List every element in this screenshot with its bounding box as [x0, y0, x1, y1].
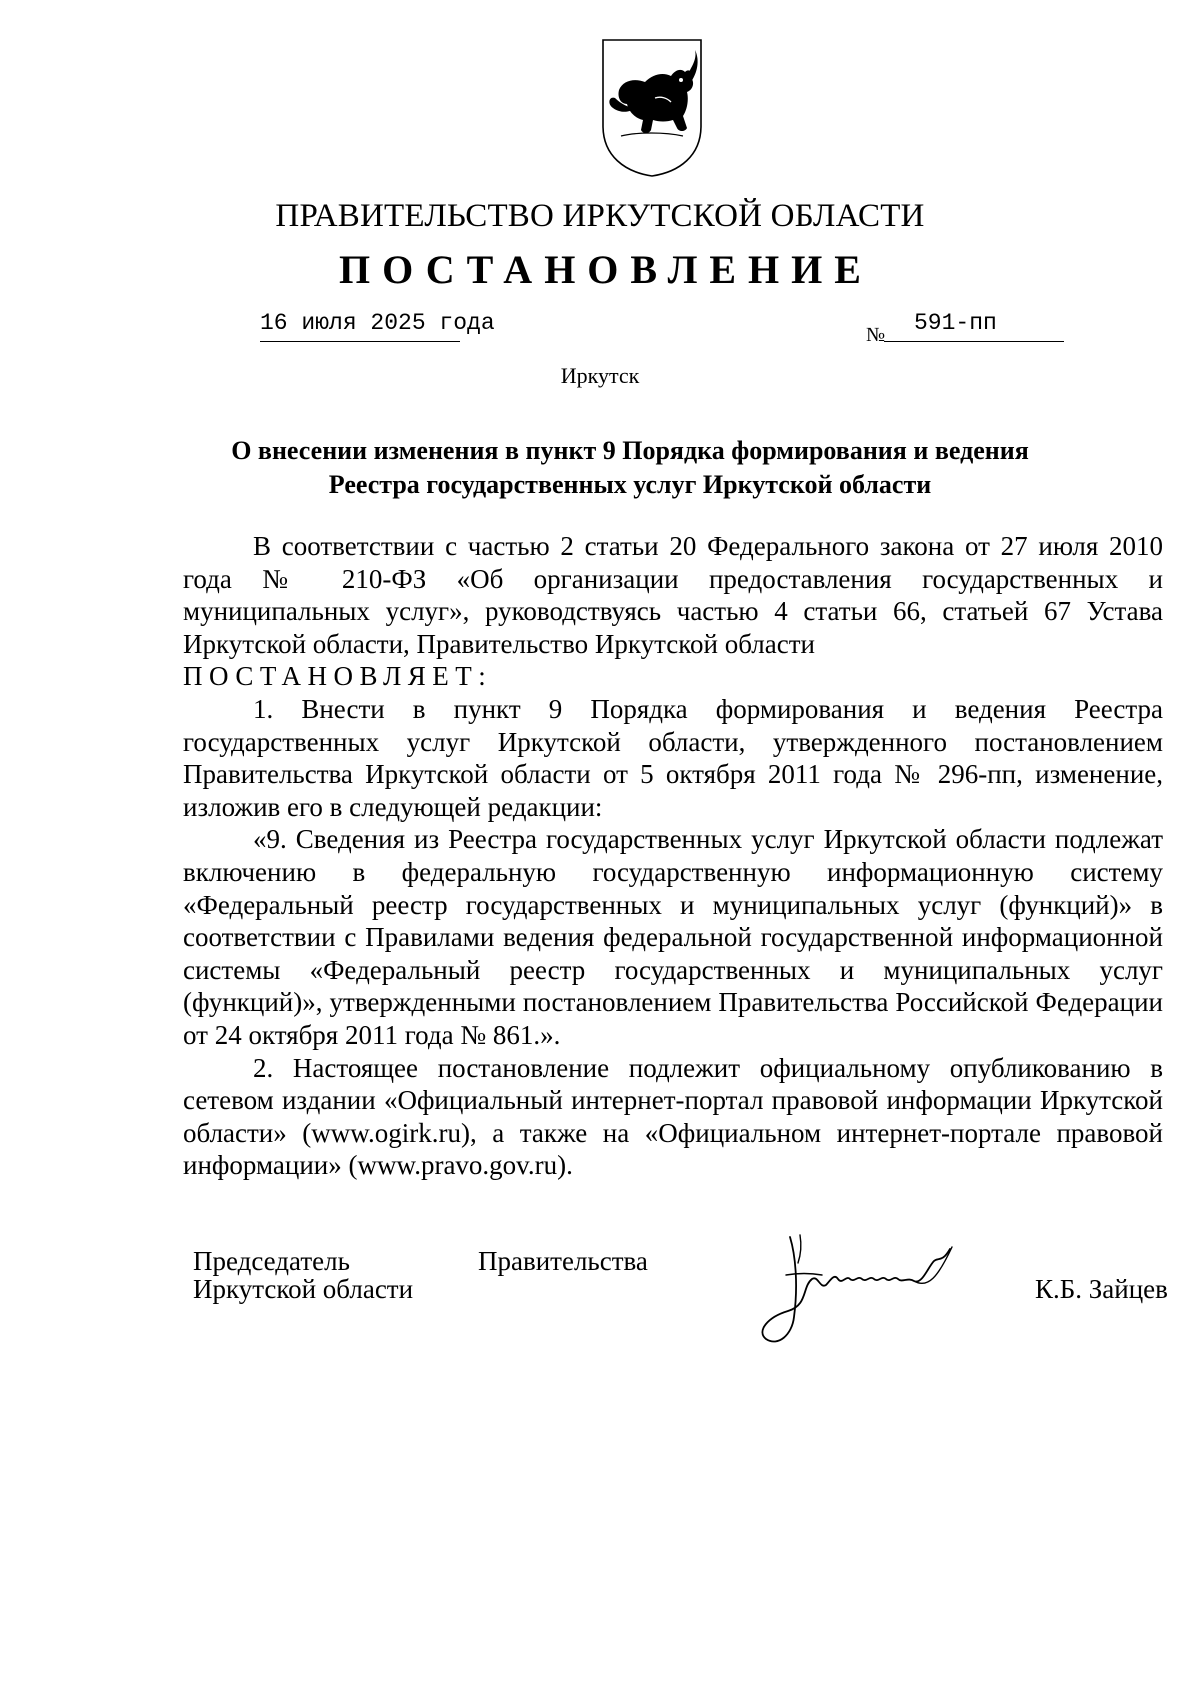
- item-2-paragraph: 2. Настоящее постановление подлежит официальному опубликованию в сетевом издании «Официальный интернет-портал правовой информации Иркутской области» (www.ogirk.ru), а также на «Официальном интернет-портале правовой информации» (www.pravo.gov.ru).: [183, 1052, 1163, 1181]
- signatory-position-line: Иркутской области: [193, 1274, 414, 1304]
- signatory-position-line: Председатель: [193, 1246, 350, 1276]
- document-title-line: О внесении изменения в пункт 9 Порядка формирования и ведения: [231, 436, 1029, 465]
- signatory-name: К.Б. Зайцев: [1035, 1274, 1168, 1304]
- document-city: Иркутск: [560, 363, 640, 388]
- signatory-position-middle: Правительства: [478, 1246, 648, 1276]
- handwritten-signature: [738, 1227, 978, 1357]
- document-title-line: Реестра государственных услуг Иркутской области: [328, 470, 932, 499]
- coat-of-arms-icon: [601, 38, 703, 178]
- number-sign: №: [866, 324, 886, 346]
- item-1-quote-paragraph: «9. Сведения из Реестра государственных услуг Иркутской области подлежат включению в федеральную государственную информационную систему «Федеральный реестр государственных и муниципальных услуг (функций)» в соответствии с Правилами ведения федеральной государственной информационной системы «Федеральный реестр государственных и муниципальных услуг (функций)», утвержденными постановлением Правительства Российской Федерации от 24 октября 2011 года № 861.».: [183, 824, 1163, 1050]
- preamble-paragraph: В соответствии с частью 2 статьи 20 Федерального закона от 27 июля 2010 года № 210-ФЗ «Об организации предоставления государственных и муниципальных услуг», руководствуясь частью 4 статьи 66, статьей 67 Устава Иркутской области, Правительство Иркутской области: [183, 531, 1163, 659]
- document-date: 16 июля 2025 года: [260, 307, 460, 342]
- signatory-position: [193, 1247, 413, 1303]
- signature-block: [193, 1247, 1173, 1357]
- government-name: ПРАВИТЕЛЬСТВО ИРКУТСКОЙ ОБЛАСТИ: [275, 198, 925, 234]
- document-body: [183, 530, 1163, 1182]
- document-number: 591-пп: [884, 307, 1064, 342]
- document-type: ПОСТАНОВЛЕНИЕ: [339, 247, 873, 292]
- item-1-paragraph: 1. Внести в пункт 9 Порядка формирования и ведения Реестра государственных услуг Иркутской области, утвержденного постановлением Правительства Иркутской области от 5 октября 2011 года № 296-пп, изменение, изложив его в следующей редакции:: [183, 693, 1163, 822]
- resolves-word: ПОСТАНОВЛЯЕТ:: [183, 661, 493, 692]
- document-title: [190, 434, 1070, 502]
